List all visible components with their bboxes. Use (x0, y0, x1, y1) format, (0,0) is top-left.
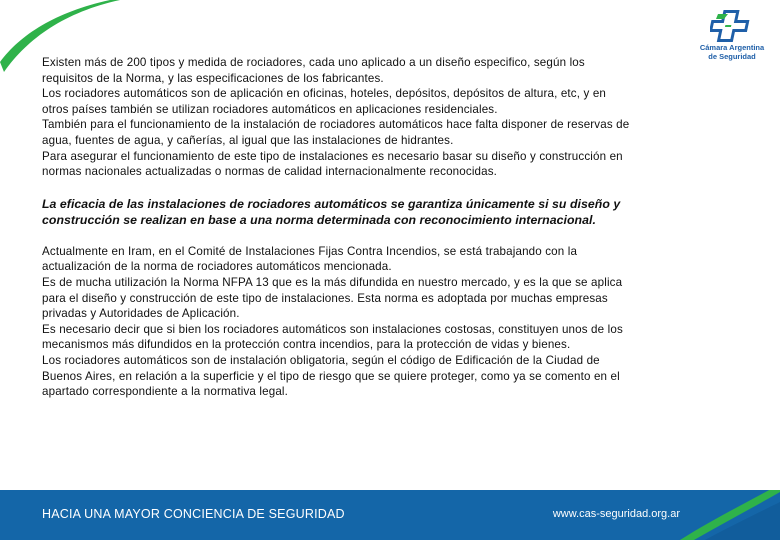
text-line: Para asegurar el funcionamiento de este tipo de instalaciones es necesario basar su diseño y construcción en (42, 149, 623, 163)
text-line: agua, fuentes de agua, y cañerías, al igual que las instalaciones de hidrantes. (42, 133, 454, 147)
text-line: normas nacionales actualizadas o normas de calidad internacionalmente reconocidas. (42, 165, 498, 179)
cross-icon (710, 8, 754, 44)
text-line: para el diseño y construcción de este tipo de instalaciones. Esta norma es adoptada por muchas empresas (42, 291, 608, 305)
paragraph-standards (42, 244, 692, 400)
footer-banner (0, 490, 780, 540)
document-body (42, 55, 692, 400)
text-line: Actualmente en Iram, en el Comité de Instalaciones Fijas Contra Incendios, se está trabajando con la (42, 244, 578, 258)
footer-slogan: HACIA UNA MAYOR CONCIENCIA DE SEGURIDAD (42, 507, 345, 521)
logo-text-line1: Cámara Argentina (699, 43, 765, 52)
text-line: actualización de la norma de rociadores automáticos mencionada. (42, 260, 392, 274)
text-line: construcción se realizan en base a una norma determinada con reconocimiento internacional. (42, 212, 596, 227)
website-link[interactable]: www.cas-seguridad.org.ar (552, 508, 680, 520)
text-line: privadas y Autoridades de Aplicación. (42, 307, 240, 321)
emphasis-statement (42, 196, 692, 228)
text-line: Los rociadores automáticos son de instalación obligatoria, según el código de Edificación de la Ciudad de (42, 353, 600, 367)
text-line: apartado correspondiente a la normativa legal. (42, 385, 289, 399)
logo-text-line2: de Seguridad (708, 51, 756, 61)
paragraph-intro (42, 55, 692, 180)
company-logo (696, 8, 768, 61)
text-line: Buenos Aires, en relación a la superficie y el tipo de riesgo que se quiere proteger, como ya se comento en el (42, 369, 620, 383)
text-line: Existen más de 200 tipos y medida de rociadores, cada uno aplicado a un diseño especifico, según los (42, 56, 585, 69)
text-line: otros países también se utilizan rociadores automáticos en aplicaciones residenciales. (42, 102, 498, 116)
text-line: También para el funcionamiento de la instalación de rociadores automáticos hace falta disponer de reservas de (42, 118, 630, 132)
text-line: Es de mucha utilización la Norma NFPA 13 que es la más difundida en nuestro mercado, y es la que se aplica (42, 275, 623, 289)
text-line: mecanismos más difundidos en la protección contra incendios, para la protección de vidas y bienes. (42, 338, 571, 352)
text-line: Los rociadores automáticos son de aplicación en oficinas, hoteles, depósitos, depósitos de altura, etc, y en (42, 87, 607, 101)
text-line: Es necesario decir que si bien los rociadores automáticos son instalaciones costosas, constituyen unos de los (42, 322, 623, 336)
text-line: requisitos de la Norma, y las especificaciones de los fabricantes. (42, 71, 384, 85)
text-line: La eficacia de las instalaciones de rociadores automáticos se garantiza únicamente si su diseño y (42, 196, 621, 211)
